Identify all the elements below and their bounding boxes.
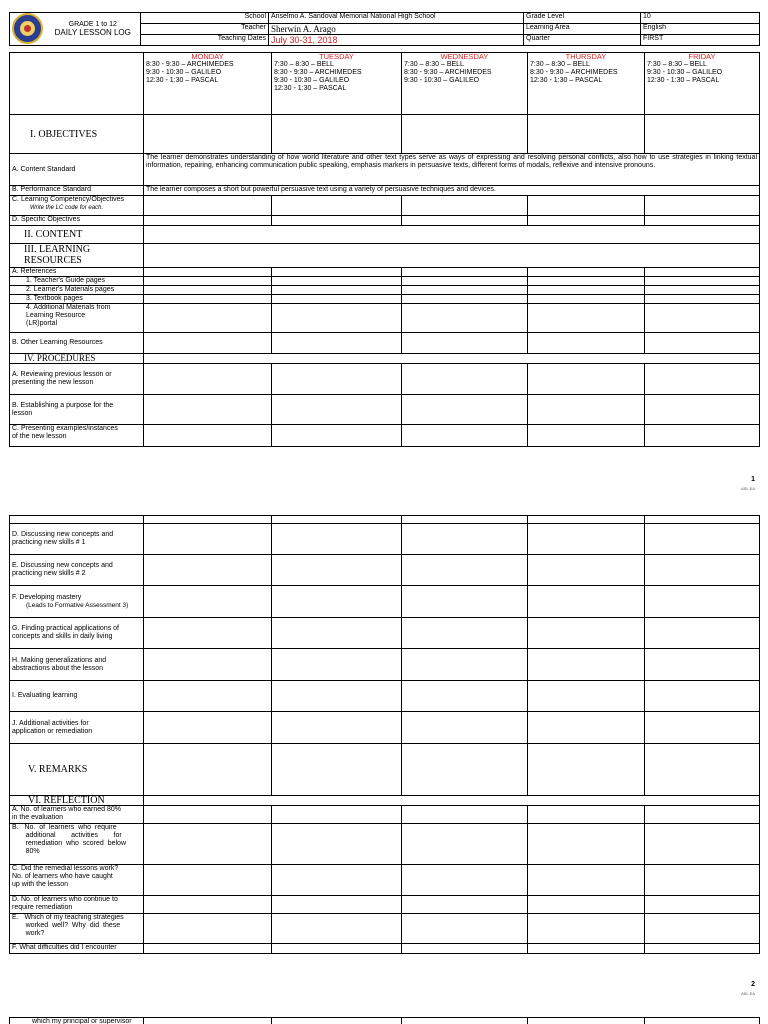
procedure-e-label: E. Discussing new concepts and practicing new skills # 2: [10, 555, 144, 586]
dates-label: Teaching Dates: [141, 35, 269, 46]
reflection-d-label: D. No. of learners who continue to require remediation: [10, 896, 144, 914]
day-name-monday: MONDAY: [191, 52, 224, 61]
school-value: Anselmo A. Sandoval Memorial National High School: [269, 13, 524, 24]
quarter-value: FIRST: [641, 35, 760, 46]
day-name-friday: FRIDAY: [688, 52, 716, 61]
procedure-g-label: G. Finding practical applications of concepts and skills in daily living: [10, 618, 144, 649]
references-label: A. References: [10, 268, 144, 277]
dll-title: DAILY LESSON LOG: [54, 28, 131, 37]
lesson-table-page-2: [9, 515, 760, 954]
dates-value: July 30-31, 2018: [269, 35, 524, 46]
page-number-2: 2: [751, 981, 755, 988]
specific-objectives-label: D. Specific Objectives: [10, 216, 144, 226]
page-2: [0, 506, 768, 1006]
day-name-thursday: THURSDAY: [565, 52, 607, 61]
reflection-a-label: A. No. of learners who earned 80% in the evaluation: [10, 806, 144, 824]
content-standard-label: A. Content Standard: [10, 154, 144, 186]
reflection-f-label: F. What difficulties did I encounter: [10, 944, 144, 954]
remarks-heading: V. REMARKS: [10, 744, 144, 796]
learners-materials-label: 2. Learner's Materials pages: [10, 286, 144, 295]
day-name-tuesday: TUESDAY: [319, 52, 354, 61]
performance-standard-label: B. Performance Standard: [10, 186, 144, 196]
reflection-b-label: B. No. of learners who require additional activities for remediation who scored below 80%: [10, 824, 144, 865]
teachers-guide-label: 1. Teacher's Guide pages: [10, 277, 144, 286]
schedule-thursday: 7:30 – 8:30 – BELL 8:30 - 9:30 – ARCHIMEDES 12:30 - 1:30 – PASCAL: [530, 61, 618, 84]
performance-standard-text: The learner composes a short but powerful persuasive text using a variety of persuasive techniques and devices.: [144, 186, 760, 196]
schedule-friday: 7:30 – 8:30 – BELL 9:30 - 10:30 – GALILEO 12:30 - 1:30 – PASCAL: [647, 61, 723, 84]
procedure-f-note: (Leads to Formative Assessment 3): [26, 601, 129, 609]
procedure-c-label: C. Presenting examples/instances of the new lesson: [10, 425, 144, 447]
procedures-heading: IV. PROCEDURES: [10, 354, 144, 364]
procedure-a-label: A. Reviewing previous lesson or presenting the new lesson: [10, 364, 144, 395]
competency-label: C. Learning Competency/Objectives: [12, 196, 125, 203]
teacher-value: Sherwin A. Arago: [269, 24, 524, 35]
content-standard-text: The learner demonstrates understanding of how world literature and other text types serve as ways of expressing and resolving personal conflicts, also how to use strategies in linking textual information, repairing, enhancing communication public speaking, emphasis markers in persuasive texts, different forms of modals, reflexive and intensive pronouns.: [144, 154, 760, 186]
procedure-i-label: I. Evaluating learning: [10, 681, 144, 712]
grade-level-value: 10: [641, 13, 760, 24]
procedure-d-label: D. Discussing new concepts and practicing new skills # 1: [10, 524, 144, 555]
teacher-label: Teacher: [141, 24, 269, 35]
tuesday-cell: [272, 53, 402, 115]
other-resources-label: B. Other Learning Resources: [10, 333, 144, 354]
procedure-j-label: J. Additional activities for application or remediation: [10, 712, 144, 744]
page-number-1: 1: [751, 476, 755, 483]
day-header-row: [10, 53, 760, 115]
schedule-wednesday: 7:30 – 8:30 – BELL 8:30 - 9:30 – ARCHIMEDES 9:30 - 10:30 – GALILEO: [404, 61, 492, 84]
header-table: [9, 12, 760, 46]
grade-level-label: Grade Level: [524, 13, 641, 24]
friday-cell: [645, 53, 760, 115]
objectives-heading: I. OBJECTIVES: [10, 115, 144, 154]
schedule-monday: 8:30 - 9:30 – ARCHIMEDES 9:30 - 10:30 – GALILEO 12:30 - 1:30 – PASCAL: [146, 61, 234, 84]
page-1: [0, 0, 768, 491]
procedure-b-label: B. Establishing a purpose for the lesson: [10, 395, 144, 425]
school-label: School: [141, 13, 269, 24]
day-name-wednesday: WEDNESDAY: [440, 52, 489, 61]
textbook-pages-label: 3. Textbook pages: [10, 295, 144, 304]
additional-materials-label: 4. Additional Materials from Learning Resource (LR)portal: [10, 304, 144, 333]
thursday-cell: [528, 53, 645, 115]
page-code-2: ASL.EA: [740, 991, 755, 996]
procedure-h-label: H. Making generalizations and abstractions about the lesson: [10, 649, 144, 681]
reflection-f-continued: which my principal or supervisor: [10, 1018, 144, 1024]
page-code-1: ASL.EA: [740, 486, 755, 491]
wednesday-cell: [402, 53, 528, 115]
grade-line: GRADE 1 to 12: [68, 21, 117, 28]
learning-area-label: Learning Area: [524, 24, 641, 35]
reflection-heading: VI. REFLECTION: [10, 796, 144, 806]
competency-note: Write the LC code for each.: [30, 205, 104, 211]
lesson-table-page-1: [9, 52, 760, 447]
reflection-e-label: E. Which of my teaching strategies worked well? Why did these work?: [10, 914, 144, 944]
page-3: [0, 1012, 768, 1024]
quarter-label: Quarter: [524, 35, 641, 46]
schedule-tuesday: 7:30 – 8:30 – BELL 8:30 - 9:30 – ARCHIMEDES 9:30 - 10:30 – GALILEO 12:30 - 1:30 – PASCAL: [274, 61, 362, 92]
procedure-f-label: F. Developing mastery: [12, 593, 82, 601]
reflection-c-label: C. Did the remedial lessons work? No. of learners who have caught up with the lesson: [10, 865, 144, 896]
monday-cell: [144, 53, 272, 115]
content-heading: II. CONTENT: [10, 226, 144, 244]
lesson-table-page-3: [9, 1017, 760, 1024]
learning-resources-heading: III. LEARNING RESOURCES: [10, 244, 144, 268]
learning-area-value: English: [641, 24, 760, 35]
